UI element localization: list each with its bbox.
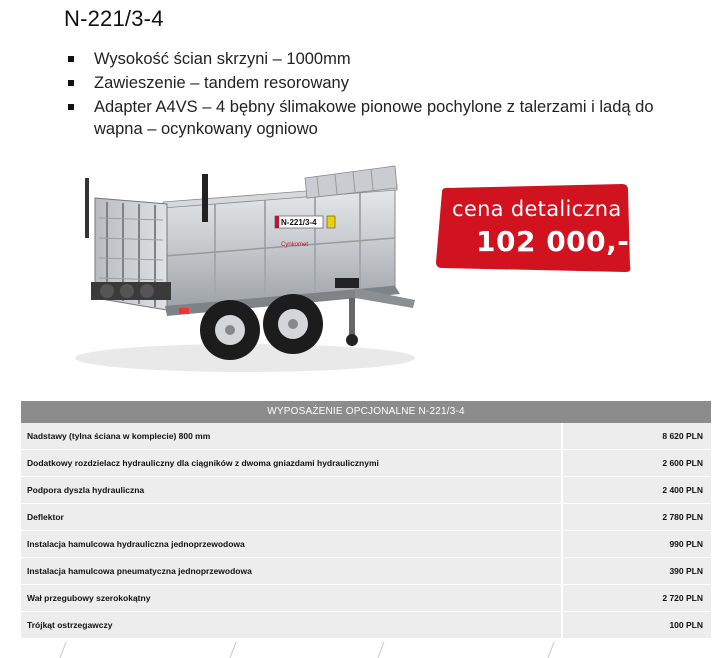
table-row (21, 558, 711, 585)
option-price: 2 400 PLN (563, 477, 711, 503)
table-row (21, 612, 711, 639)
brand-label: Cynkomet (281, 242, 309, 248)
options-table (21, 401, 711, 639)
decorative-lines (0, 636, 720, 658)
feature-text: Zawieszenie – tandem resorowany (94, 74, 349, 92)
price-label: cena detaliczna (452, 197, 622, 221)
feature-text: Wysokość ścian skrzyni – 1000mm (94, 50, 351, 68)
table-row (21, 450, 711, 477)
feature-item (66, 72, 686, 94)
option-price: 2 720 PLN (563, 585, 711, 611)
price-value: 102 000,- (476, 225, 630, 258)
feature-item (66, 48, 686, 70)
option-price: 100 PLN (563, 612, 711, 638)
option-name: Deflektor (21, 504, 563, 530)
option-name: Instalacja hamulcowa pneumatyczna jednoprzewodowa (21, 558, 563, 584)
option-name: Podpora dyszla hydrauliczna (21, 477, 563, 503)
option-price: 8 620 PLN (563, 423, 711, 449)
bullet-square-icon (68, 80, 74, 86)
option-price: 2 780 PLN (563, 504, 711, 530)
option-price: 390 PLN (563, 558, 711, 584)
options-table-header: WYPOSAŻENIE OPCJONALNE N-221/3-4 (21, 401, 711, 423)
page-title: N-221/3-4 (64, 6, 164, 31)
option-price: 2 600 PLN (563, 450, 711, 476)
option-name: Wał przegubowy szerokokątny (21, 585, 563, 611)
table-row (21, 423, 711, 450)
option-price: 990 PLN (563, 531, 711, 557)
plate-label: N-221/3-4 (281, 218, 317, 227)
table-row (21, 585, 711, 612)
product-image (55, 158, 415, 383)
feature-item (66, 96, 686, 140)
option-name: Trójkąt ostrzegawczy (21, 612, 563, 638)
option-name: Instalacja hamulcowa hydrauliczna jednoprzewodowa (21, 531, 563, 557)
bullet-square-icon (68, 104, 74, 110)
table-row (21, 504, 711, 531)
table-row (21, 477, 711, 504)
feature-list (66, 48, 686, 142)
option-name: Dodatkowy rozdzielacz hydrauliczny dla ciągników z dwoma gniazdami hydraulicznymi (21, 450, 563, 476)
bullet-square-icon (68, 56, 74, 62)
feature-text: Adapter A4VS – 4 bębny ślimakowe pionowe pochylone z talerzami i ladą do wapna – ocynkowany ogniowo (94, 98, 654, 138)
table-row (21, 531, 711, 558)
option-name: Nadstawy (tylna ściana w komplecie) 800 mm (21, 423, 563, 449)
